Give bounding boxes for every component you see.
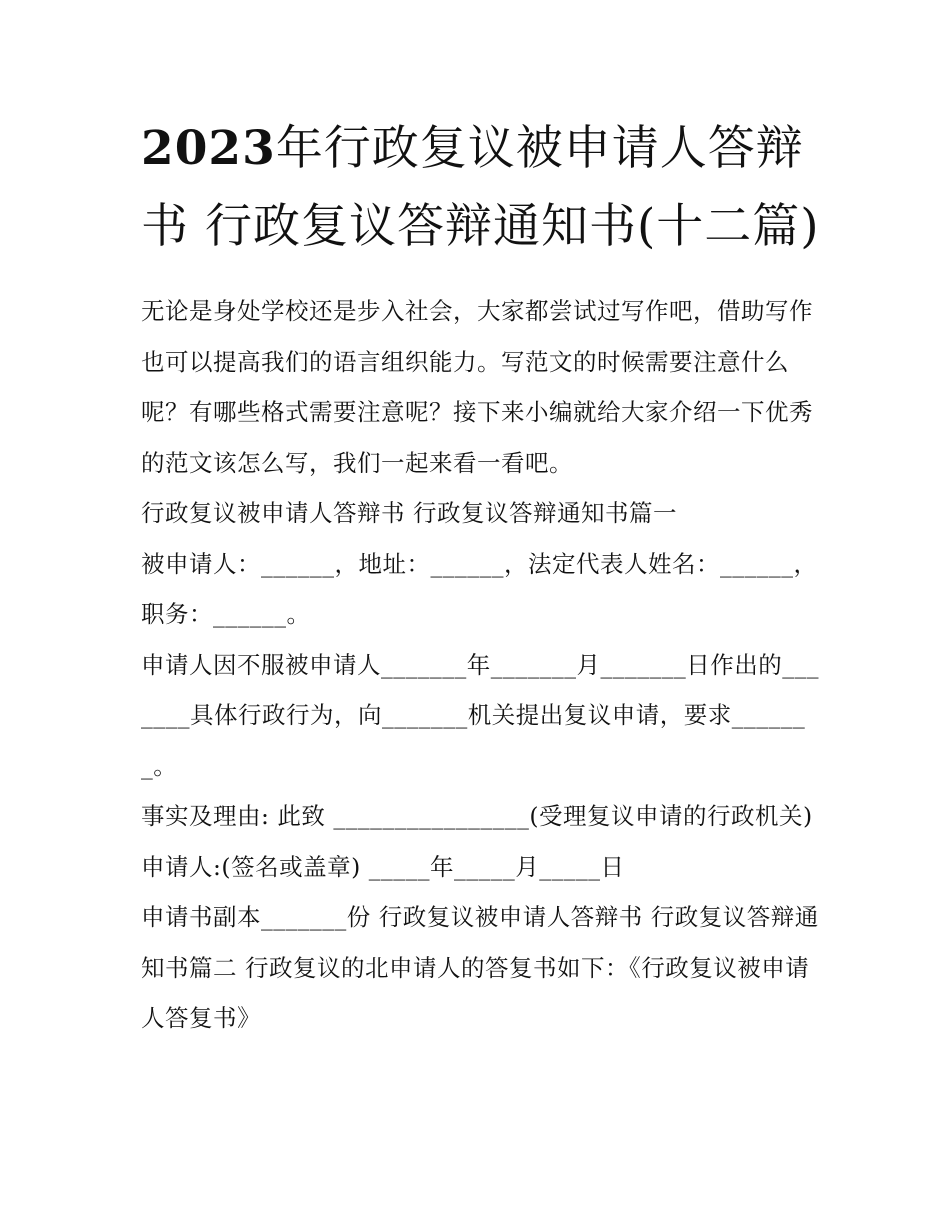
respondent-info-paragraph: 被申请人：______，地址：______，法定代表人姓名：______，职务：______。	[141, 549, 818, 628]
intro-paragraph: 无论是身处学校还是步入社会，大家都尝试过写作吧，借助写作也可以提高我们的语言组织能力。写范文的时候需要注意什么呢？有哪些格式需要注意呢？接下来小编就给大家介绍一下优秀的范文该怎么写，我们一起来看一看吧。	[141, 297, 813, 477]
applicant-request-paragraph: 申请人因不服被申请人_______年_______月_______日作出的_______具体行政行为，向_______机关提出复议申请，要求_______。	[141, 650, 819, 780]
title-text: 年行政复议被申请人答辩书 行政复议答辩通知书(十二篇)	[141, 121, 820, 254]
document-body	[141, 110, 821, 1044]
section-heading-one: 行政复议被申请人答辩书 行政复议答辩通知书篇一	[141, 499, 677, 527]
document-title	[141, 110, 821, 266]
facts-reasons-paragraph: 事实及理由: 此致 ________________(受理复议申请的行政机关) 申请人:(签名或盖章) _____年_____月_____日	[141, 802, 813, 881]
title-year: 2023	[141, 121, 276, 176]
copies-paragraph: 申请书副本_______份 行政复议被申请人答辩书 行政复议答辩通知书篇二 行政复议的北申请人的答复书如下：《行政复议被申请人答复书》	[141, 903, 819, 1032]
